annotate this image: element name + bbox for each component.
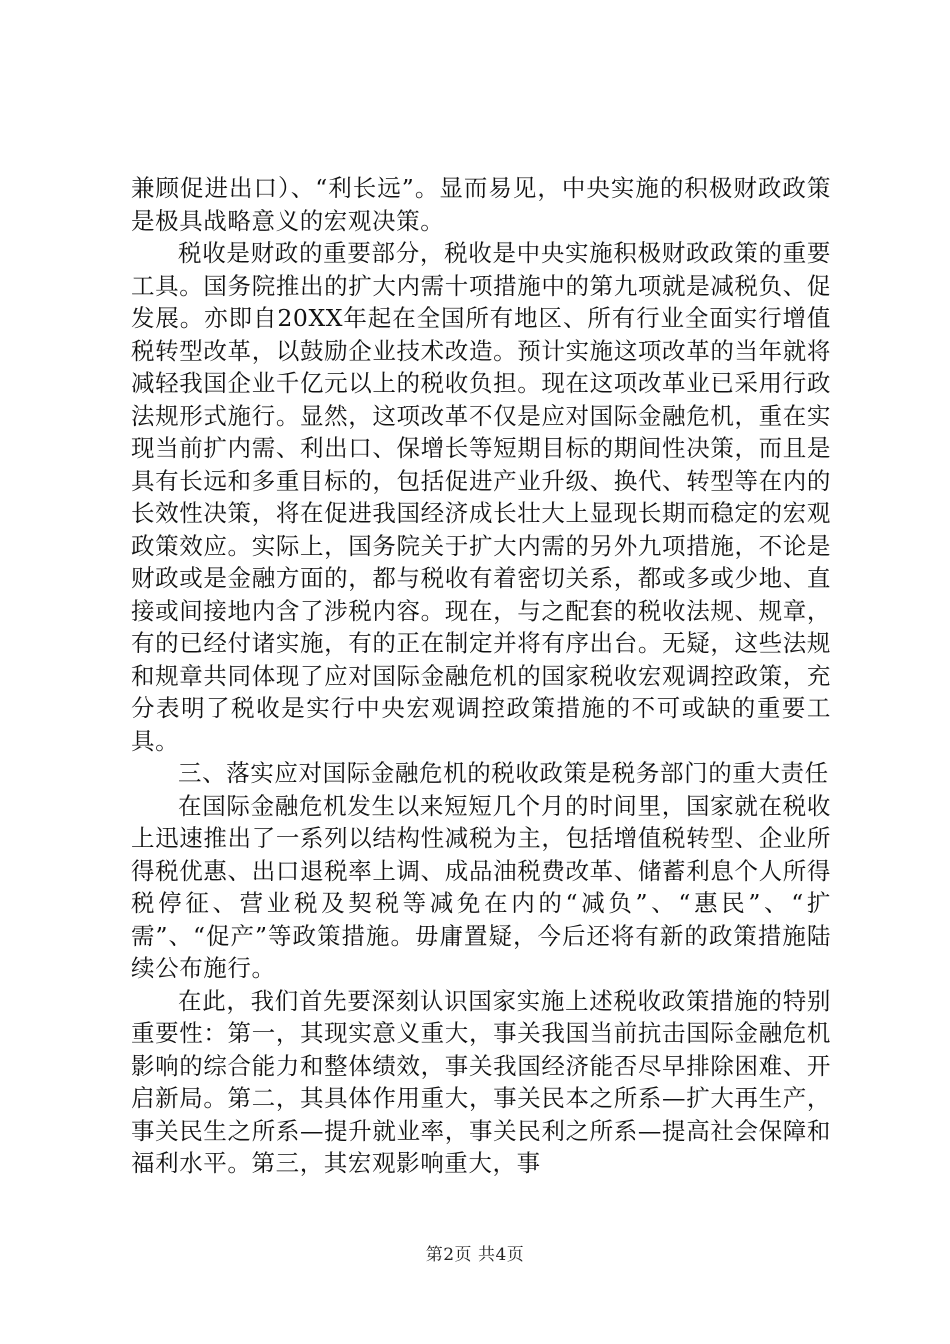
paragraph-3: 在国际金融危机发生以来短短几个月的时间里，国家就在税收上迅速推出了一系列以结构性减税为主，包括增值税转型、企业所得税优惠、出口退税率上调、成品油税费改革、储蓄利息个人所得税停征、营业税及契税等减免在内的“减负”、“惠民”、“扩需”、“促产”等政策措施。毋庸置疑，今后还将有新的政策措施陆续公布施行。 — [131, 791, 831, 982]
paragraph-1: 兼顾促进出口）、“利长远”。显而易见，中央实施的积极财政政策是极具战略意义的宏观决策。 — [131, 174, 831, 235]
section-heading: 三、落实应对国际金融危机的税收政策是税务部门的重大责任 — [178, 759, 829, 787]
paragraph-2: 税收是财政的重要部分，税收是中央实施积极财政政策的重要工具。国务院推出的扩大内需十项措施中的第九项就是减税负、促发展。亦即自20XX年起在全国所有地区、所有行业全面实行增值税转型改革，以鼓励企业技术改造。预计实施这项改革的当年就将减轻我国企业千亿元以上的税收负担。现在这项改革业已采用行政法规形式施行。显然，这项改革不仅是应对国际金融危机，重在实现当前扩内需、利出口、保增长等短期目标的期间性决策，而且是具有长远和多重目标的，包括促进产业升级、换代、转型等在内的长效性决策，将在促进我国经济成长壮大上显现长期而稳定的宏观政策效应。实际上，国务院关于扩大内需的另外九项措施，不论是财政或是金融方面的，都与税收有着密切关系，都或多或少地、直接或间接地内含了涉税内容。现在，与之配套的税收法规、规章，有的已经付诸实施，有的正在制定并将有序出台。无疑，这些法规和规章共同体现了应对国际金融危机的国家税收宏观调控政策，充分表明了税收是实行中央宏观调控政策措施的不可或缺的重要工具。 — [131, 239, 831, 755]
page-footer — [0, 1245, 950, 1265]
page-number-label: 第2页 共4页 — [425, 1245, 525, 1265]
document-body — [131, 172, 831, 1180]
paragraph-4: 在此，我们首先要深刻认识国家实施上述税收政策措施的特别重要性：第一，其现实意义重大，事关我国当前抗击国际金融危机影响的综合能力和整体绩效，事关我国经济能否尽早排除困难、开启新局。第二，其具体作用重大，事关民本之所系—扩大再生产，事关民生之所系—提升就业率，事关民利之所系—提高社会保障和福利水平。第三，其宏观影响重大，事 — [131, 986, 831, 1177]
